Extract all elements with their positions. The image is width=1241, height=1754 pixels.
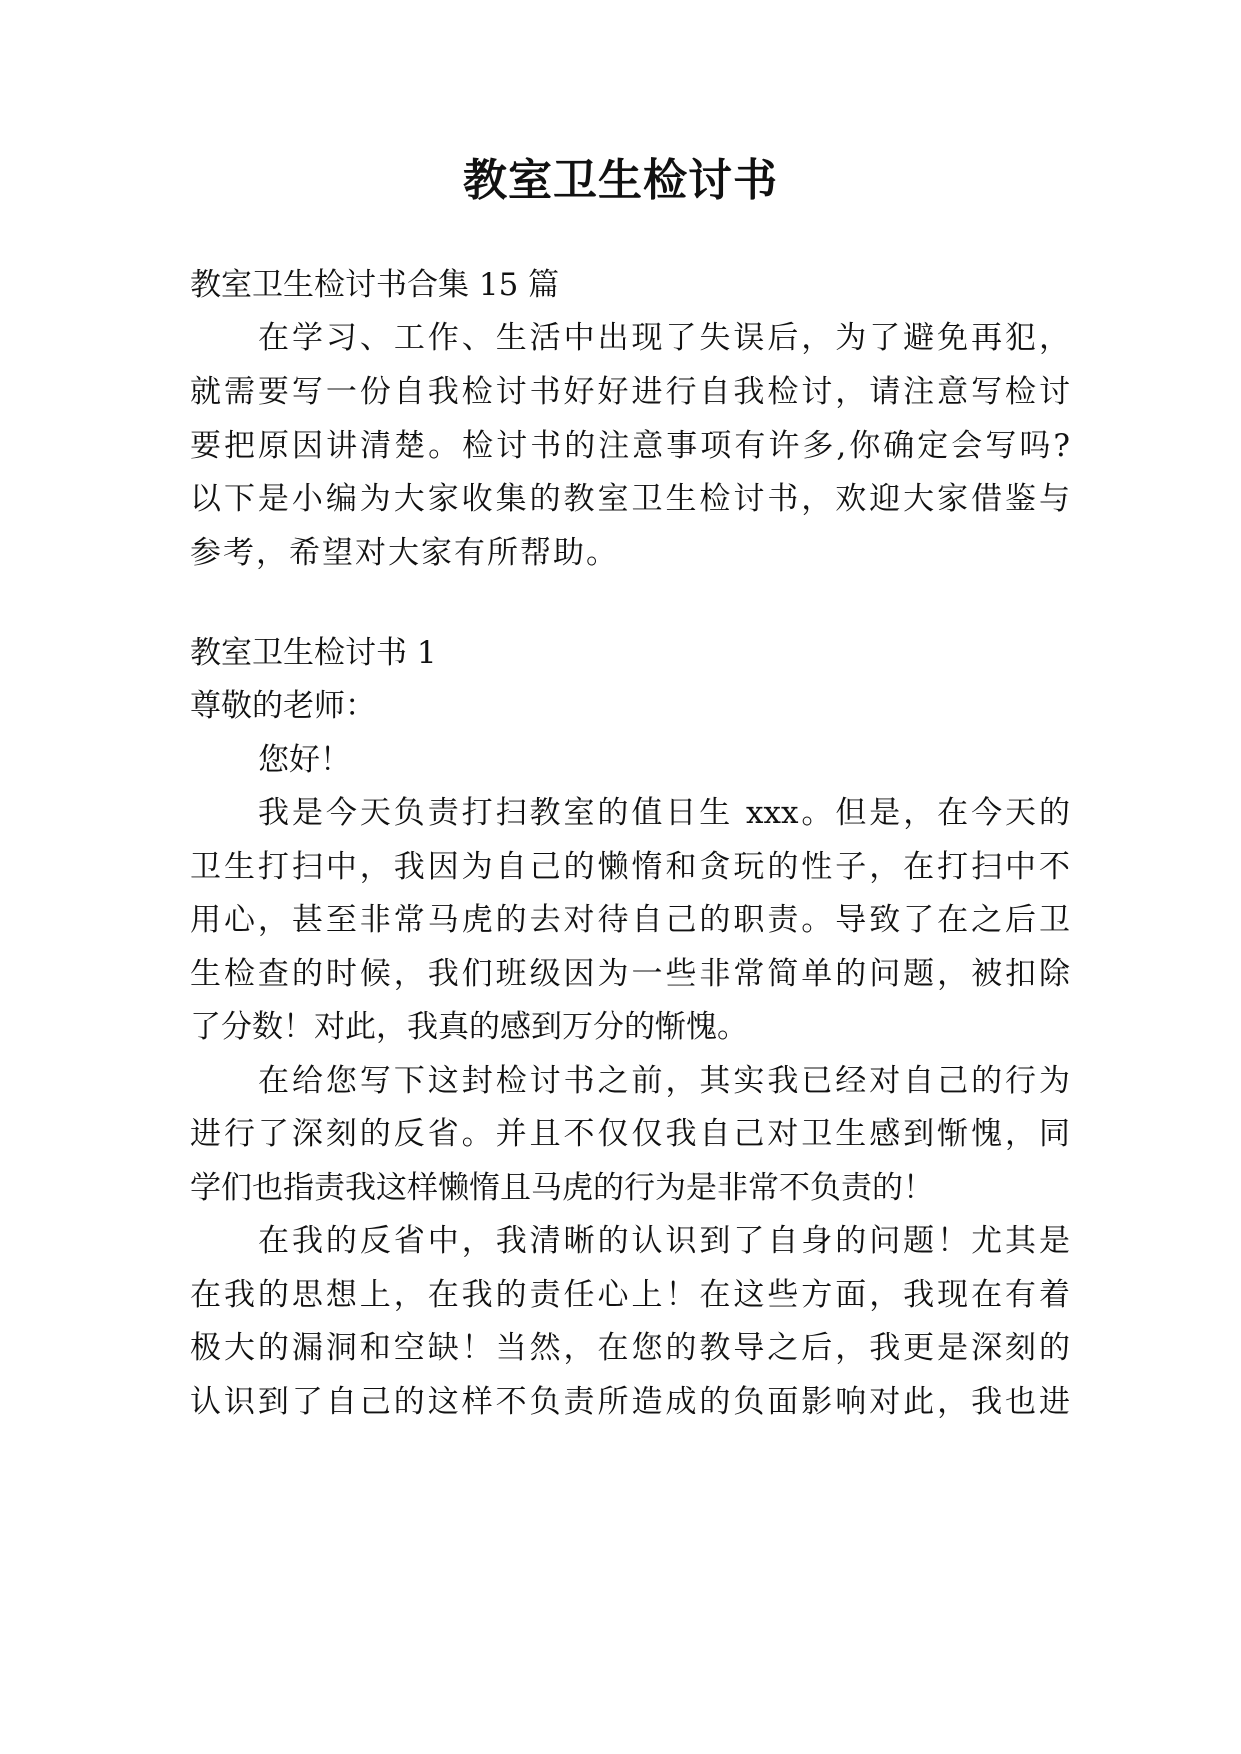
paragraph-line: 在我的反省中，我清晰的认识到了自身的问题！尤其是 — [258, 1223, 1070, 1259]
paragraph-line: 卫生打扫中，我因为自己的懒惰和贪玩的性子，在打扫中不 — [190, 849, 1070, 885]
paragraph-line: 进行了深刻的反省。并且不仅仅我自己对卫生感到惭愧，同 — [190, 1116, 1070, 1152]
paragraph-line: 生检查的时候，我们班级因为一些非常简单的问题，被扣除 — [190, 956, 1070, 992]
paragraph-line: 了分数！对此，我真的感到万分的惭愧。 — [190, 1009, 748, 1045]
intro-line: 参考，希望对大家有所帮助。 — [190, 535, 619, 571]
intro-line: 以下是小编为大家收集的教室卫生检讨书，欢迎大家借鉴与 — [190, 481, 1070, 517]
intro-line: 就需要写一份自我检讨书好好进行自我检讨，请注意写检讨 — [190, 374, 1070, 410]
document-title: 教室卫生检讨书 — [463, 155, 778, 206]
section-heading: 教室卫生检讨书 1 — [190, 635, 437, 671]
paragraph-line: 我是今天负责打扫教室的值日生 xxx。但是，在今天的 — [258, 795, 1070, 831]
salutation: 尊敬的老师： — [190, 688, 376, 724]
paragraph-line: 认识到了自己的这样不负责所造成的负面影响对此，我也进 — [190, 1384, 1070, 1420]
paragraph-line: 用心，甚至非常马虎的去对待自己的职责。导致了在之后卫 — [190, 902, 1070, 938]
greeting: 您好！ — [258, 742, 351, 778]
intro-line: 要把原因讲清楚。检讨书的注意事项有许多,你确定会写吗? — [190, 428, 1070, 464]
paragraph-line: 在我的思想上，在我的责任心上！在这些方面，我现在有着 — [190, 1277, 1070, 1313]
intro-line: 在学习、工作、生活中出现了失误后，为了避免再犯， — [258, 320, 1070, 356]
paragraph-line: 在给您写下这封检讨书之前，其实我已经对自己的行为 — [258, 1063, 1070, 1099]
paragraph-line: 极大的漏洞和空缺！当然，在您的教导之后，我更是深刻的 — [190, 1330, 1070, 1366]
collection-subtitle: 教室卫生检讨书合集 15 篇 — [190, 267, 560, 303]
paragraph-line: 学们也指责我这样懒惰且马虎的行为是非常不负责的！ — [190, 1170, 934, 1206]
